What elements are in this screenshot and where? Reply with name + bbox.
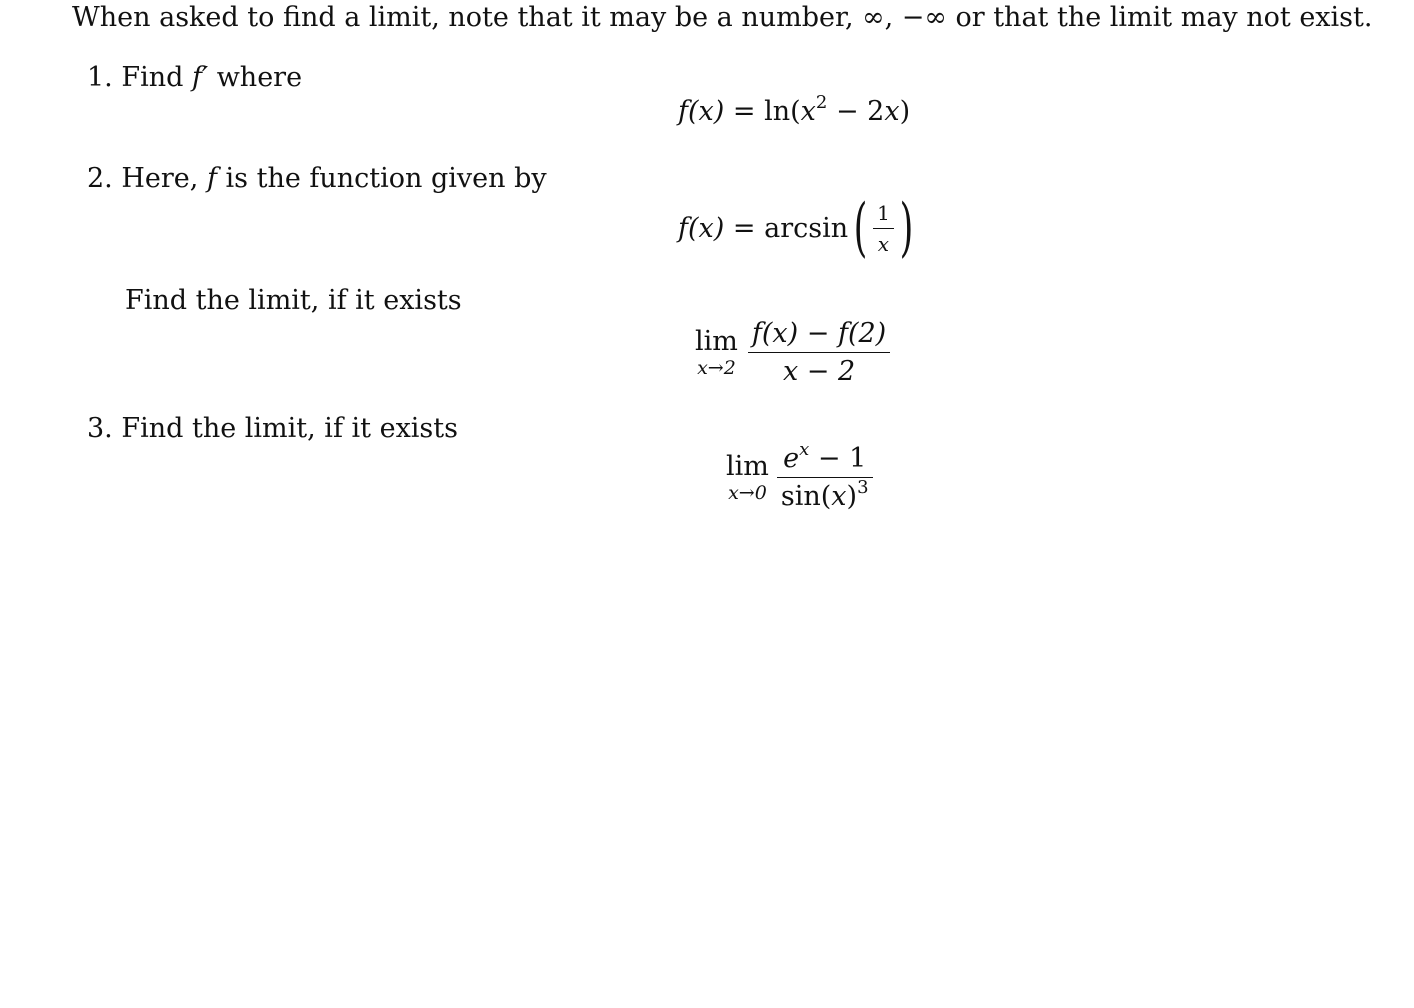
den-base: sin( [780, 481, 832, 512]
limit-2-fraction [748, 318, 890, 387]
lim-label: lim [726, 451, 769, 482]
equals-sign: = [732, 96, 765, 127]
problem-3-statement [87, 413, 458, 444]
equation-2-fraction [873, 201, 894, 256]
equation-1-rest: − 2 [827, 96, 885, 127]
problem-3-text: Find the limit, if it exists [121, 413, 458, 444]
problem-2-statement [87, 163, 547, 194]
num-exponent: x [799, 439, 810, 460]
limit-2-denominator: x − 2 [782, 356, 856, 387]
equation-1-lhs: f(x) [678, 96, 725, 127]
problem-1-statement [87, 62, 302, 93]
equation-1-exponent: 2 [815, 92, 828, 113]
problem-2-text-suffix: is the function given by [216, 163, 547, 194]
problem-3-limit [726, 439, 873, 512]
equation-1-var2: x [884, 96, 900, 127]
problem-1-text-suffix: where [208, 62, 303, 93]
limit-3-fraction [777, 439, 873, 512]
left-paren: ( [853, 191, 868, 265]
limit-3-denominator [777, 478, 873, 512]
fraction-numerator: 1 [877, 200, 890, 225]
num-rest: − 1 [809, 443, 867, 474]
limit-operator [726, 451, 769, 504]
equation-1-var: x [800, 96, 816, 127]
problem-1-equation [678, 92, 911, 127]
limit-operator [695, 326, 738, 379]
problem-2-subtext: Find the limit, if it exists [125, 285, 462, 316]
limit-2-numerator: f(x) − f(2) [751, 318, 887, 349]
problem-1-symbol: f′ [191, 62, 209, 93]
lim-label: lim [695, 326, 738, 357]
den-exponent: 3 [857, 477, 869, 498]
problem-2-number: 2. [87, 163, 113, 194]
den-close: ) [846, 481, 858, 512]
equals-sign: = [724, 212, 765, 244]
problem-2-symbol: f [206, 163, 217, 194]
equation-1-close: ) [899, 96, 911, 127]
lim-subscript: x→0 [728, 482, 767, 504]
fraction-denominator: x [877, 231, 890, 256]
equation-2-lhs: f(x) [678, 212, 725, 244]
right-paren: ) [899, 191, 914, 265]
intro-text: When asked to find a limit, note that it may be a number, ∞, −∞ or that the limit may not exist. [72, 2, 1373, 33]
equation-2-func: arcsin [764, 212, 849, 244]
den-var: x [831, 481, 847, 512]
problem-1-text-prefix: Find [121, 62, 192, 93]
problem-2-text-prefix: Here, [121, 163, 207, 194]
lim-subscript: x→2 [697, 357, 736, 379]
problem-2-equation [678, 191, 919, 265]
problem-1-number: 1. [87, 62, 113, 93]
equation-1-func: ln( [764, 96, 801, 127]
problem-3-number: 3. [87, 413, 113, 444]
problem-2-limit [695, 318, 890, 387]
limit-3-numerator [779, 439, 870, 477]
num-base: e [783, 443, 800, 474]
